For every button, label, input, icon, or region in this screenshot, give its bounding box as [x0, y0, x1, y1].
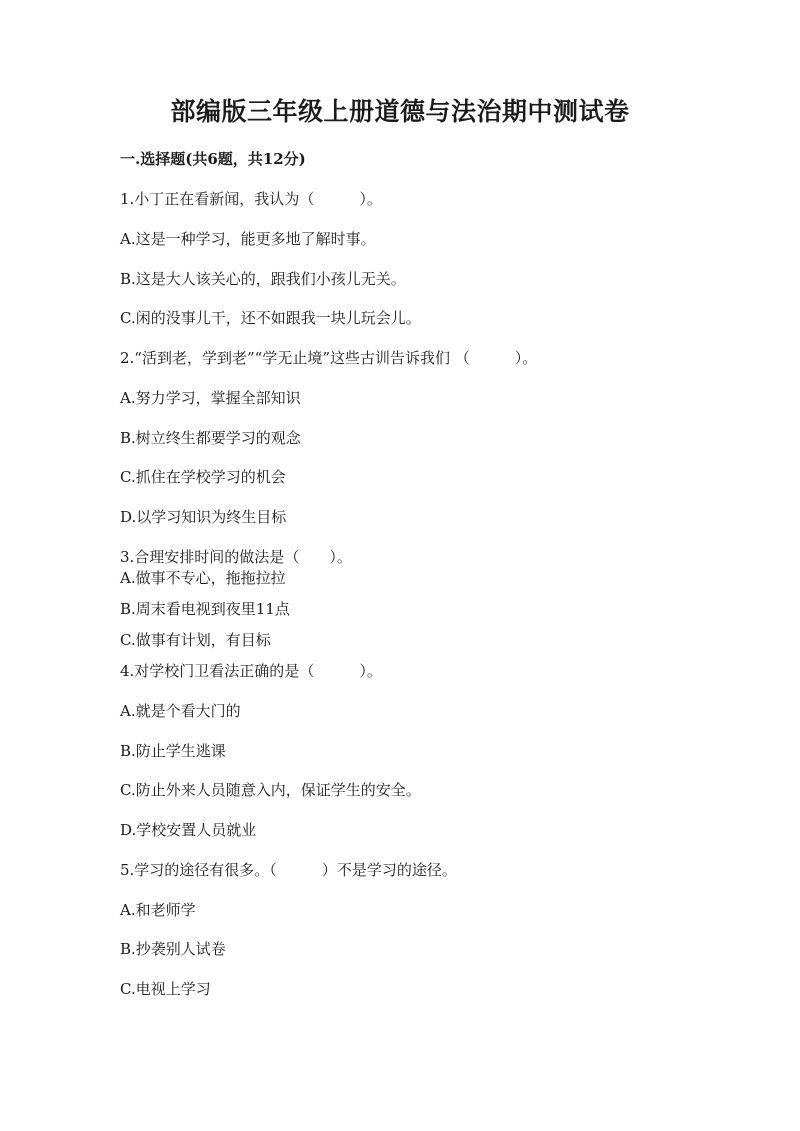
- question-5-option-b: B.抄袭别人试卷: [120, 940, 226, 958]
- question-5-option-a: A.和老师学: [120, 901, 196, 919]
- question-3-option-b: B.周末看电视到夜里11点: [120, 600, 290, 618]
- question-4: 4.对学校门卫看法正确的是（ ）。: [120, 662, 382, 680]
- question-2-option-b: B.树立终生都要学习的观念: [120, 429, 301, 447]
- question-1-option-a: A.这是一种学习，能更多地了解时事。: [120, 230, 376, 248]
- question-1-option-b: B.这是大人该关心的，跟我们小孩儿无关。: [120, 270, 406, 288]
- question-2-option-a: A.努力学习，掌握全部知识: [120, 389, 301, 407]
- question-4-option-d: D.学校安置人员就业: [120, 821, 257, 839]
- question-4-option-a: A.就是个看大门的: [120, 702, 241, 720]
- question-2: 2.“活到老，学到老”“学无止境”这些古训告诉我们 （ ）。: [120, 349, 538, 367]
- question-2-option-c: C.抓住在学校学习的机会: [120, 468, 286, 486]
- question-2-option-d: D.以学习知识为终生目标: [120, 508, 287, 526]
- question-3: 3.合理安排时间的做法是（ ）。: [120, 548, 352, 566]
- question-3-option-c: C.做事有计划，有目标: [120, 631, 271, 649]
- section-heading: 一.选择题(共6题，共12分): [120, 150, 306, 168]
- page-title: 部编版三年级上册道德与法治期中测试卷: [170, 97, 630, 126]
- question-1-option-c: C.闲的没事儿干，还不如跟我一块儿玩会儿。: [120, 309, 421, 327]
- question-3-option-a: A.做事不专心，拖拖拉拉: [120, 569, 286, 587]
- question-5: 5.学习的途径有很多。（ ）不是学习的途径。: [120, 861, 457, 879]
- question-1: 1.小丁正在看新闻，我认为（ ）。: [120, 190, 382, 208]
- question-4-option-b: B.防止学生逃课: [120, 742, 226, 760]
- question-4-option-c: C.防止外来人员随意入内，保证学生的安全。: [120, 781, 421, 799]
- question-5-option-c: C.电视上学习: [120, 980, 211, 998]
